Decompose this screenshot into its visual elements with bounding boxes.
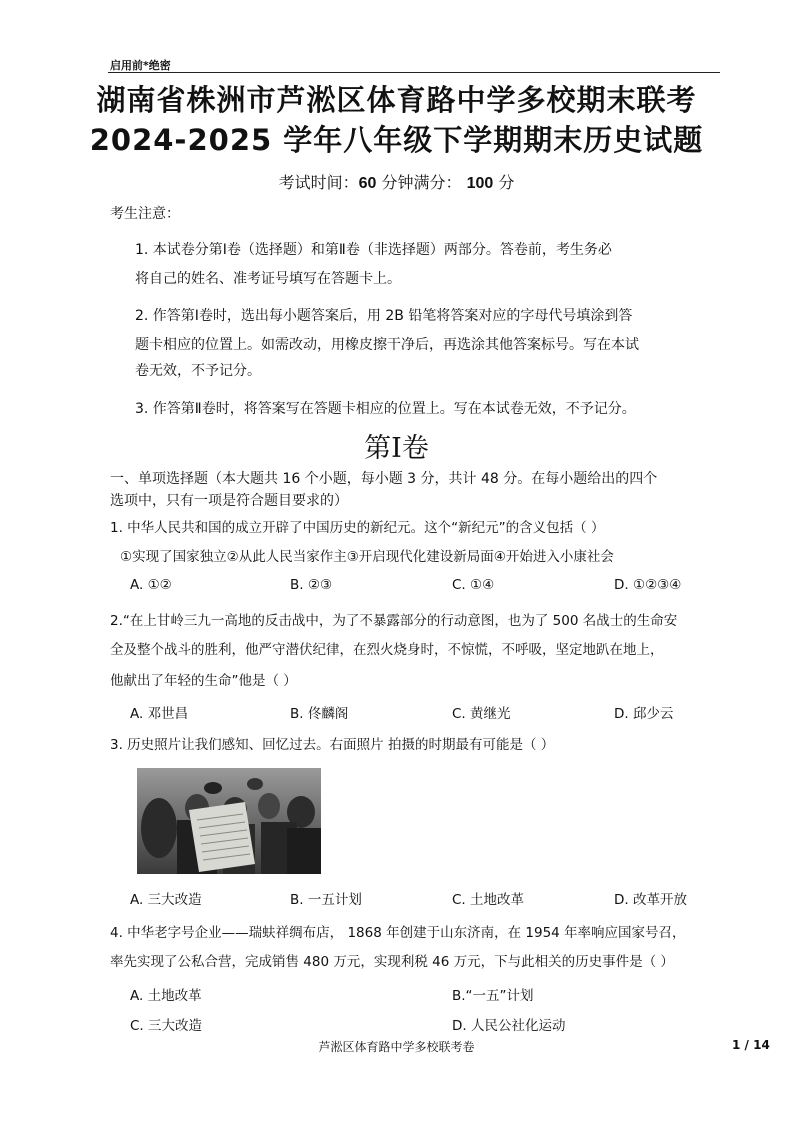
question-3-option-b: B. 一五计划 [290, 892, 362, 908]
notice-3-line1: 3. 作答第Ⅱ卷时，将答案写在答题卡相应的位置上。写在本试卷无效，不予记分。 [135, 401, 636, 417]
historical-photo-image [137, 768, 321, 874]
notice-2-line2: 题卡相应的位置上。如需改动，用橡皮擦干净后，再选涂其他答案标号。写在本试 [135, 337, 639, 353]
question-1-line2: ①实现了国家独立②从此人民当家作主③开启现代化建设新局面④开始进入小康社会 [120, 549, 614, 565]
question-4-option-c: C. 三大改造 [130, 1018, 203, 1034]
question-4-option-a: A. 土地改革 [130, 988, 202, 1004]
question-3-option-d: D. 改革开放 [614, 892, 687, 908]
exam-title-line1: 湖南省株洲市芦淞区体育路中学多校期末联考 [96, 83, 697, 117]
question-2-option-b: B. 佟麟阁 [290, 706, 349, 722]
footer-school: 芦淞区体育路中学多校联考卷 [318, 1040, 475, 1054]
notice-2-line1: 2. 作答第Ⅰ卷时，选出每小题答案后，用 2B 铅笔将答案对应的字母代号填涂到答 [135, 308, 633, 324]
question-4-line2: 率先实现了公私合营，完成销售 480 万元，实现利税 46 万元，下与此相关的历史事件是（ ） [110, 954, 674, 970]
section-instruction-line1: 一、单项选择题（本大题共 16 个小题，每小题 3 分，共计 48 分。在每小题给出的四个 [110, 471, 658, 487]
page-number: 1 / 14 [732, 1038, 770, 1052]
question-3-option-a: A. 三大改造 [130, 892, 202, 908]
exam-title-line2: 2024-2025 学年八年级下学期期末历史试题 [89, 123, 704, 157]
historical-photo [137, 768, 321, 874]
question-1-line1: 1. 中华人民共和国的成立开辟了中国历史的新纪元。这个“新纪元”的含义包括（ ） [110, 520, 605, 536]
question-4-line1: 4. 中华老字号企业——瑞蚨祥绸布店， 1868 年创建于山东济南，在 1954 年率响应国家号召， [110, 925, 686, 941]
question-2-option-d: D. 邱少云 [614, 706, 674, 722]
question-4-option-d: D. 人民公社化运动 [452, 1018, 566, 1034]
time-unit: 分钟满分： [381, 173, 462, 192]
score-value: 100 [466, 175, 494, 192]
question-3-option-c: C. 土地改革 [452, 892, 525, 908]
question-3-line1: 3. 历史照片让我们感知、回忆过去。右面照片 拍摄的时期最有可能是（ ） [110, 737, 555, 753]
question-2-option-c: C. 黄继光 [452, 706, 511, 722]
header-note: 启用前*绝密 [110, 59, 171, 72]
question-1-option-c: C. ①④ [452, 577, 495, 593]
question-1-option-a: A. ①② [130, 577, 172, 593]
question-2-option-a: A. 邓世昌 [130, 706, 189, 722]
notice-1-line2: 将自己的姓名、准考证号填写在答题卡上。 [135, 271, 401, 287]
time-label: 考试时间： [278, 173, 359, 192]
section-title: 第Ⅰ卷 [364, 433, 429, 464]
exam-meta [0, 170, 793, 193]
notice-2-line3: 卷无效，不予记分。 [135, 363, 261, 379]
header-divider [108, 72, 720, 73]
question-1-option-b: B. ②③ [290, 577, 333, 593]
question-2-line1: 2.“在上甘岭三九一高地的反击战中，为了不暴露部分的行动意图，也为了 500 名战士的生命安 [110, 613, 678, 629]
score-unit: 分 [498, 173, 515, 192]
section-instruction-line2: 选项中，只有一项是符合题目要求的） [110, 493, 348, 509]
question-1-option-d: D. ①②③④ [614, 577, 682, 593]
question-2-line2: 全及整个战斗的胜利，他严守潜伏纪律，在烈火烧身时，不惊慌，不呼吸，坚定地趴在地上， [110, 642, 664, 658]
question-4-option-b: B.“一五”计划 [452, 988, 534, 1004]
notice-1-line1: 1. 本试卷分第Ⅰ卷（选择题）和第Ⅱ卷（非选择题）两部分。答卷前，考生务必 [135, 242, 612, 258]
time-value: 60 [358, 175, 377, 192]
question-2-line3: 他献出了年轻的生命”他是（ ） [110, 673, 297, 689]
notice-heading: 考生注意： [110, 206, 180, 222]
